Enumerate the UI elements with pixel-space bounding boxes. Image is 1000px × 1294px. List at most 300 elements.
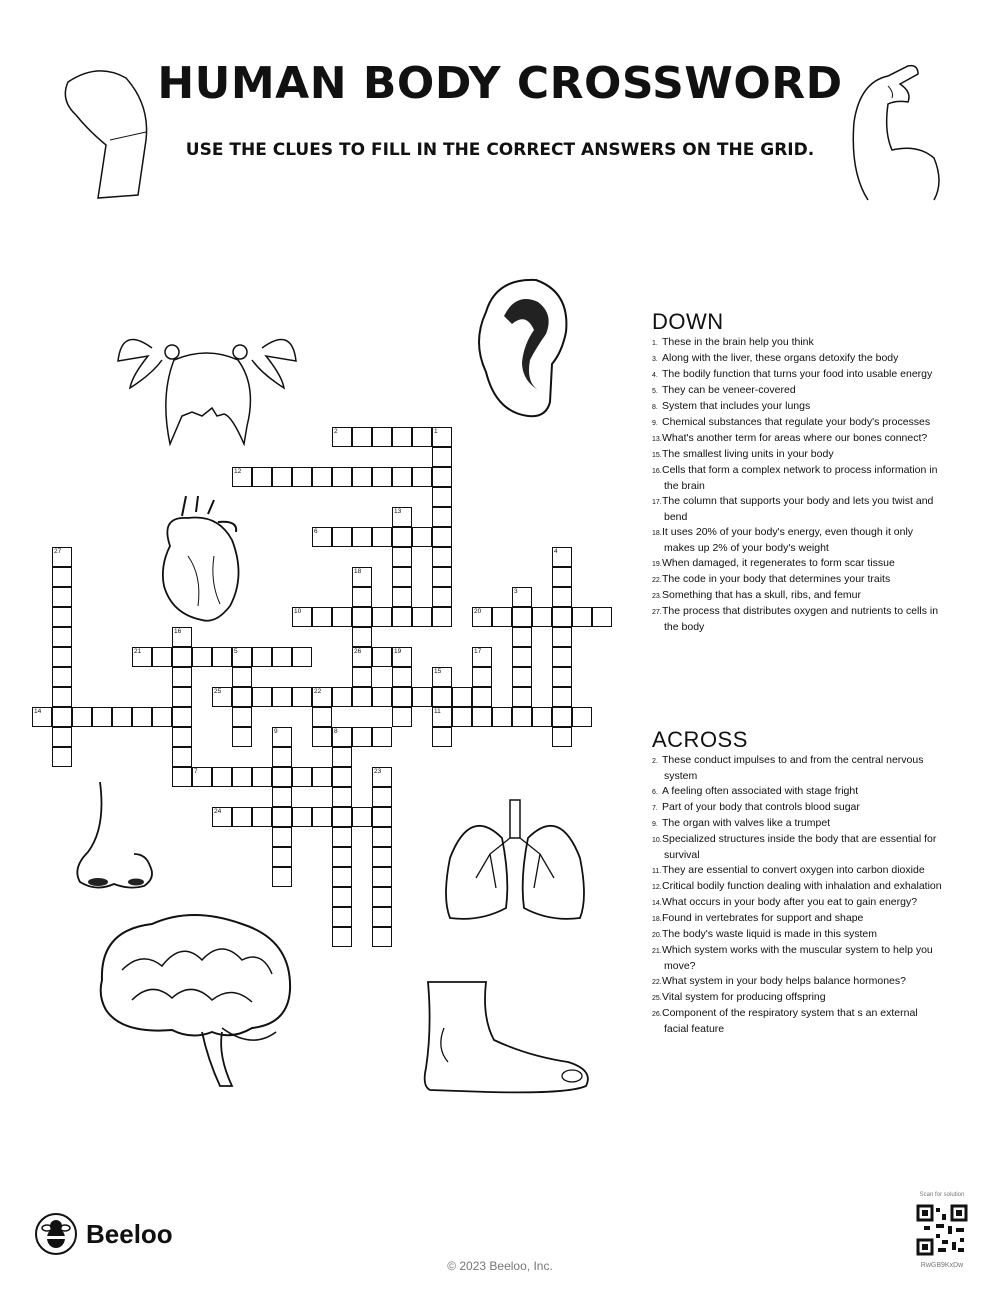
grid-cell[interactable]	[232, 667, 252, 687]
grid-cell[interactable]	[332, 787, 352, 807]
grid-cell[interactable]	[232, 687, 252, 707]
grid-cell[interactable]	[432, 507, 452, 527]
grid-cell[interactable]	[312, 767, 332, 787]
qr-caption: Scan for solution	[919, 1192, 965, 1198]
grid-cell[interactable]	[552, 667, 572, 687]
grid-cell[interactable]	[432, 727, 452, 747]
grid-cell[interactable]	[392, 687, 412, 707]
grid-cell[interactable]	[372, 867, 392, 887]
clue-text: Specialized structures inside the body that are essential for survival	[662, 833, 937, 861]
clue-text: When damaged, it regenerates to form scar tissue	[662, 557, 895, 569]
bee-logo-icon	[34, 1212, 78, 1256]
grid-cell[interactable]	[272, 867, 292, 887]
grid-cell[interactable]	[372, 927, 392, 947]
down-clue	[652, 604, 942, 635]
clue-text: Chemical substances that regulate your body's processes	[662, 416, 931, 428]
grid-cell[interactable]	[52, 647, 72, 667]
grid-cell[interactable]	[292, 467, 312, 487]
grid-cell[interactable]	[52, 747, 72, 767]
grid-cell[interactable]	[592, 607, 612, 627]
grid-cell[interactable]	[52, 687, 72, 707]
grid-cell[interactable]	[352, 467, 372, 487]
cell-number: 24	[214, 808, 222, 815]
grid-cell[interactable]	[512, 707, 532, 727]
cell-number: 15	[434, 668, 442, 675]
grid-cell[interactable]	[392, 707, 412, 727]
cell-number: 14	[34, 708, 42, 715]
brand-logo	[34, 1212, 173, 1256]
grid-cell[interactable]	[472, 707, 492, 727]
grid-cell[interactable]	[372, 787, 392, 807]
grid-cell[interactable]	[532, 707, 552, 727]
grid-cell[interactable]	[172, 747, 192, 767]
grid-cell[interactable]	[272, 687, 292, 707]
instructions: USE THE CLUES TO FILL IN THE CORRECT ANSWERS ON THE GRID.	[185, 140, 815, 160]
clue-number: 9.	[652, 420, 658, 427]
down-clue	[652, 525, 942, 556]
grid-cell[interactable]	[292, 767, 312, 787]
grid-cell[interactable]	[492, 607, 512, 627]
cell-number: 8	[334, 728, 338, 735]
grid-cell[interactable]	[552, 607, 572, 627]
grid-cell[interactable]	[512, 587, 532, 607]
grid-cell[interactable]	[392, 667, 412, 687]
grid-cell[interactable]	[312, 527, 332, 547]
down-clue	[652, 588, 942, 604]
grid-cell[interactable]	[52, 667, 72, 687]
grid-cell[interactable]	[432, 527, 452, 547]
grid-cell[interactable]	[392, 547, 412, 567]
clue-number: 27.	[652, 609, 662, 616]
across-clue	[652, 927, 942, 943]
down-clue	[652, 431, 942, 447]
grid-cell[interactable]	[432, 607, 452, 627]
grid-cell[interactable]	[392, 507, 412, 527]
grid-cell[interactable]	[312, 607, 332, 627]
down-clue	[652, 556, 942, 572]
grid-cell[interactable]	[52, 627, 72, 647]
clue-text: These conduct impulses to and from the central nervous system	[662, 754, 924, 782]
cell-number: 4	[554, 548, 558, 555]
grid-cell[interactable]	[432, 567, 452, 587]
clue-number: 14.	[652, 900, 662, 907]
grid-cell[interactable]	[252, 467, 272, 487]
clue-number: 19.	[652, 561, 662, 568]
across-clue	[652, 911, 942, 927]
clue-text: Cells that form a complex network to process information in the brain	[662, 464, 938, 492]
clue-number: 20.	[652, 932, 662, 939]
grid-cell[interactable]	[332, 887, 352, 907]
grid-cell[interactable]	[472, 607, 492, 627]
cell-number: 22	[314, 688, 322, 695]
grid-cell[interactable]	[432, 467, 452, 487]
grid-cell[interactable]	[412, 527, 432, 547]
cell-number: 12	[234, 468, 242, 475]
grid-cell[interactable]	[252, 807, 272, 827]
down-clue	[652, 383, 942, 399]
grid-cell[interactable]	[552, 647, 572, 667]
clue-text: The organ with valves like a trumpet	[662, 817, 831, 829]
grid-cell[interactable]	[172, 647, 192, 667]
clue-text: It uses 20% of your body's energy, even though it only makes up 2% of your body's weight	[662, 526, 914, 554]
grid-cell[interactable]	[552, 567, 572, 587]
grid-cell[interactable]	[392, 467, 412, 487]
grid-cell[interactable]	[312, 727, 332, 747]
grid-cell[interactable]	[432, 707, 452, 727]
clue-number: 16.	[652, 468, 662, 475]
grid-cell[interactable]	[312, 707, 332, 727]
down-heading: DOWN	[652, 309, 724, 334]
grid-cell[interactable]	[332, 827, 352, 847]
grid-cell[interactable]	[552, 707, 572, 727]
cell-number: 6	[314, 528, 318, 535]
across-clue	[652, 816, 942, 832]
grid-cell[interactable]	[212, 647, 232, 667]
grid-cell[interactable]	[52, 567, 72, 587]
grid-cell[interactable]	[312, 467, 332, 487]
clue-text: The smallest living units in your body	[662, 448, 834, 460]
grid-cell[interactable]	[452, 687, 472, 707]
clue-text: Critical bodily function dealing with inhalation and exhalation	[662, 880, 942, 892]
grid-cell[interactable]	[232, 467, 252, 487]
clue-text: The column that supports your body and lets you twist and bend	[662, 495, 934, 523]
grid-cell[interactable]	[232, 707, 252, 727]
grid-cell[interactable]	[172, 727, 192, 747]
grid-cell[interactable]	[272, 807, 292, 827]
grid-cell[interactable]	[52, 707, 72, 727]
grid-cell[interactable]	[292, 647, 312, 667]
grid-cell[interactable]	[512, 667, 532, 687]
grid-cell[interactable]	[332, 927, 352, 947]
grid-cell[interactable]	[372, 827, 392, 847]
grid-cell[interactable]	[432, 667, 452, 687]
clue-number: 2.	[652, 758, 658, 765]
clue-text: Vital system for producing offspring	[662, 991, 826, 1003]
across-clues	[652, 727, 942, 1037]
grid-cell[interactable]	[212, 687, 232, 707]
grid-cell[interactable]	[552, 587, 572, 607]
grid-cell[interactable]	[272, 767, 292, 787]
grid-cell[interactable]	[332, 467, 352, 487]
cell-number: 26	[354, 648, 362, 655]
grid-cell[interactable]	[332, 867, 352, 887]
clue-number: 18.	[652, 916, 662, 923]
grid-cell[interactable]	[332, 607, 352, 627]
grid-cell[interactable]	[412, 467, 432, 487]
down-clue	[652, 463, 942, 494]
down-clue	[652, 572, 942, 588]
cell-number: 25	[214, 688, 222, 695]
grid-cell[interactable]	[352, 527, 372, 547]
grid-cell[interactable]	[332, 907, 352, 927]
grid-cell[interactable]	[172, 767, 192, 787]
grid-cell[interactable]	[412, 687, 432, 707]
grid-cell[interactable]	[512, 647, 532, 667]
grid-cell[interactable]	[232, 807, 252, 827]
grid-cell[interactable]	[472, 687, 492, 707]
grid-cell[interactable]	[272, 827, 292, 847]
grid-cell[interactable]	[332, 687, 352, 707]
grid-cell[interactable]	[372, 427, 392, 447]
grid-cell[interactable]	[372, 847, 392, 867]
grid-cell[interactable]	[172, 627, 192, 647]
across-clue	[652, 863, 942, 879]
clue-text: Which system works with the muscular system to help you move?	[662, 944, 933, 972]
cell-number: 2	[334, 428, 338, 435]
grid-cell[interactable]	[392, 567, 412, 587]
grid-cell[interactable]	[372, 607, 392, 627]
clue-text: Along with the liver, these organs detoxify the body	[662, 352, 899, 364]
grid-cell[interactable]	[372, 647, 392, 667]
grid-cell[interactable]	[492, 707, 512, 727]
grid-cell[interactable]	[372, 907, 392, 927]
clue-number: 17.	[652, 499, 662, 506]
grid-cell[interactable]	[392, 527, 412, 547]
across-clue	[652, 974, 942, 990]
grid-cell[interactable]	[272, 787, 292, 807]
grid-cell[interactable]	[332, 727, 352, 747]
down-clue	[652, 447, 942, 463]
cell-number: 20	[474, 608, 482, 615]
grid-cell[interactable]	[272, 747, 292, 767]
grid-cell[interactable]	[332, 767, 352, 787]
across-clue	[652, 879, 942, 895]
clue-text: A feeling often associated with stage fright	[662, 785, 859, 797]
grid-cell[interactable]	[112, 707, 132, 727]
across-clue	[652, 895, 942, 911]
grid-cell[interactable]	[152, 707, 172, 727]
grid-cell[interactable]	[212, 807, 232, 827]
qr-code-text: RwGB9KxDw	[920, 1262, 964, 1269]
grid-cell[interactable]	[172, 707, 192, 727]
grid-cell[interactable]	[292, 687, 312, 707]
grid-cell[interactable]	[432, 587, 452, 607]
grid-cell[interactable]	[552, 687, 572, 707]
grid-cell[interactable]	[52, 547, 72, 567]
grid-cell[interactable]	[72, 707, 92, 727]
grid-cell[interactable]	[232, 727, 252, 747]
grid-cell[interactable]	[412, 607, 432, 627]
grid-cell[interactable]	[312, 687, 332, 707]
cell-number: 23	[374, 768, 382, 775]
grid-cell[interactable]	[332, 807, 352, 827]
clue-text: Part of your body that controls blood sugar	[662, 801, 860, 813]
grid-cell[interactable]	[392, 607, 412, 627]
grid-cell[interactable]	[512, 627, 532, 647]
clue-number: 6.	[652, 789, 658, 796]
grid-cell[interactable]	[332, 427, 352, 447]
clue-number: 18.	[652, 530, 662, 537]
grid-cell[interactable]	[52, 727, 72, 747]
clue-text: Found in vertebrates for support and shape	[662, 912, 864, 924]
grid-cell[interactable]	[132, 707, 152, 727]
grid-cell[interactable]	[352, 567, 372, 587]
across-clue	[652, 753, 942, 784]
clue-text: What system in your body helps balance hormones?	[662, 975, 906, 987]
grid-cell[interactable]	[352, 687, 372, 707]
grid-cell[interactable]	[372, 807, 392, 827]
grid-cell[interactable]	[432, 427, 452, 447]
brand-name: Beeloo	[86, 1218, 173, 1249]
grid-cell[interactable]	[432, 487, 452, 507]
grid-cell[interactable]	[252, 647, 272, 667]
cell-number: 1	[434, 428, 438, 435]
clue-text: They are essential to convert oxygen into carbon dioxide	[662, 864, 925, 876]
grid-cell[interactable]	[572, 607, 592, 627]
cell-number: 10	[294, 608, 302, 615]
grid-cell[interactable]	[352, 607, 372, 627]
clue-text: System that includes your lungs	[662, 400, 811, 412]
grid-cell[interactable]	[32, 707, 52, 727]
grid-cell[interactable]	[272, 647, 292, 667]
grid-cell[interactable]	[392, 427, 412, 447]
grid-cell[interactable]	[392, 587, 412, 607]
grid-cell[interactable]	[132, 647, 152, 667]
grid-cell[interactable]	[212, 767, 232, 787]
clue-number: 11.	[652, 868, 662, 875]
grid-cell[interactable]	[332, 847, 352, 867]
grid-cell[interactable]	[552, 727, 572, 747]
across-clue	[652, 800, 942, 816]
down-clue	[652, 335, 942, 351]
grid-cell[interactable]	[352, 647, 372, 667]
grid-cell[interactable]	[452, 707, 472, 727]
clue-text: The bodily function that turns your food into usable energy	[662, 368, 933, 380]
grid-cell[interactable]	[392, 647, 412, 667]
grid-cell[interactable]	[572, 707, 592, 727]
clue-text: Component of the respiratory system that s an external facial feature	[662, 1007, 918, 1035]
grid-cell[interactable]	[432, 447, 452, 467]
grid-cell[interactable]	[272, 847, 292, 867]
clue-text: What occurs in your body after you eat to gain energy?	[662, 896, 918, 908]
grid-cell[interactable]	[412, 427, 432, 447]
grid-cell[interactable]	[252, 767, 272, 787]
grid-cell[interactable]	[192, 767, 212, 787]
clue-number: 21.	[652, 948, 662, 955]
grid-cell[interactable]	[232, 767, 252, 787]
clue-number: 26.	[652, 1011, 662, 1018]
cell-number: 16	[174, 628, 182, 635]
grid-cell[interactable]	[332, 527, 352, 547]
clue-number: 15.	[652, 452, 662, 459]
grid-cell[interactable]	[292, 807, 312, 827]
grid-cell[interactable]	[272, 727, 292, 747]
cell-number: 27	[54, 548, 62, 555]
grid-cell[interactable]	[332, 747, 352, 767]
cell-number: 5	[234, 648, 238, 655]
grid-cell[interactable]	[92, 707, 112, 727]
grid-cell[interactable]	[472, 667, 492, 687]
grid-cell[interactable]	[252, 687, 272, 707]
down-clue	[652, 367, 942, 383]
grid-cell[interactable]	[52, 587, 72, 607]
cell-number: 7	[194, 768, 198, 775]
clue-number: 7.	[652, 805, 658, 812]
grid-cell[interactable]	[372, 527, 392, 547]
across-clue	[652, 1006, 942, 1037]
clue-text: What's another term for areas where our bones connect?	[662, 432, 928, 444]
grid-cell[interactable]	[552, 627, 572, 647]
cell-number: 17	[474, 648, 482, 655]
grid-cell[interactable]	[152, 647, 172, 667]
cell-number: 18	[354, 568, 362, 575]
clue-text: The body's waste liquid is made in this system	[662, 928, 878, 940]
grid-cell[interactable]	[372, 887, 392, 907]
grid-cell[interactable]	[472, 647, 492, 667]
grid-cell[interactable]	[172, 667, 192, 687]
grid-cell[interactable]	[352, 807, 372, 827]
grid-cell[interactable]	[372, 727, 392, 747]
grid-cell[interactable]	[352, 667, 372, 687]
clue-number: 5.	[652, 388, 658, 395]
clue-text: The code in your body that determines your traits	[662, 573, 891, 585]
clue-number: 12.	[652, 884, 662, 891]
down-clue	[652, 415, 942, 431]
grid-cell[interactable]	[312, 807, 332, 827]
page-title: HUMAN BODY CROSSWORD	[157, 58, 843, 109]
grid-cell[interactable]	[272, 467, 292, 487]
grid-cell[interactable]	[292, 607, 312, 627]
clue-text: The process that distributes oxygen and nutrients to cells in the body	[662, 605, 939, 633]
grid-cell[interactable]	[52, 607, 72, 627]
grid-cell[interactable]	[352, 627, 372, 647]
grid-cell[interactable]	[352, 427, 372, 447]
clue-text: These in the brain help you think	[662, 336, 814, 348]
cell-number: 13	[394, 508, 402, 515]
grid-cell[interactable]	[372, 767, 392, 787]
grid-cell[interactable]	[532, 607, 552, 627]
across-heading: ACROSS	[652, 727, 748, 752]
grid-cell[interactable]	[432, 547, 452, 567]
copyright: © 2023 Beeloo, Inc.	[447, 1259, 553, 1273]
grid-cell[interactable]	[512, 687, 532, 707]
clue-number: 1.	[652, 340, 658, 347]
down-clue	[652, 494, 942, 525]
clue-number: 23.	[652, 593, 662, 600]
clue-number: 4.	[652, 372, 658, 379]
grid-cell[interactable]	[372, 467, 392, 487]
across-clue	[652, 784, 942, 800]
clue-number: 8.	[652, 404, 658, 411]
clue-number: 22.	[652, 577, 662, 584]
qr-code-icon[interactable]	[916, 1204, 968, 1256]
grid-cell[interactable]	[552, 547, 572, 567]
clue-number: 9.	[652, 821, 658, 828]
clue-number: 10.	[652, 837, 662, 844]
grid-cell[interactable]	[512, 607, 532, 627]
cell-number: 11	[434, 708, 441, 715]
clue-number: 25.	[652, 995, 662, 1002]
cell-number: 9	[274, 728, 278, 735]
grid-cell[interactable]	[192, 647, 212, 667]
down-clue	[652, 351, 942, 367]
across-clue	[652, 943, 942, 974]
clue-text: Something that has a skull, ribs, and femur	[662, 589, 862, 601]
grid-cell[interactable]	[352, 727, 372, 747]
across-clue	[652, 990, 942, 1006]
clue-number: 13.	[652, 436, 662, 443]
grid-cell[interactable]	[372, 687, 392, 707]
cell-number: 3	[514, 588, 518, 595]
down-clue	[652, 399, 942, 415]
grid-cell[interactable]	[352, 587, 372, 607]
cell-number: 21	[134, 648, 142, 655]
cell-number: 19	[394, 648, 402, 655]
grid-cell[interactable]	[432, 687, 452, 707]
grid-cell[interactable]	[172, 687, 192, 707]
clue-number: 22.	[652, 979, 662, 986]
grid-cell[interactable]	[232, 647, 252, 667]
